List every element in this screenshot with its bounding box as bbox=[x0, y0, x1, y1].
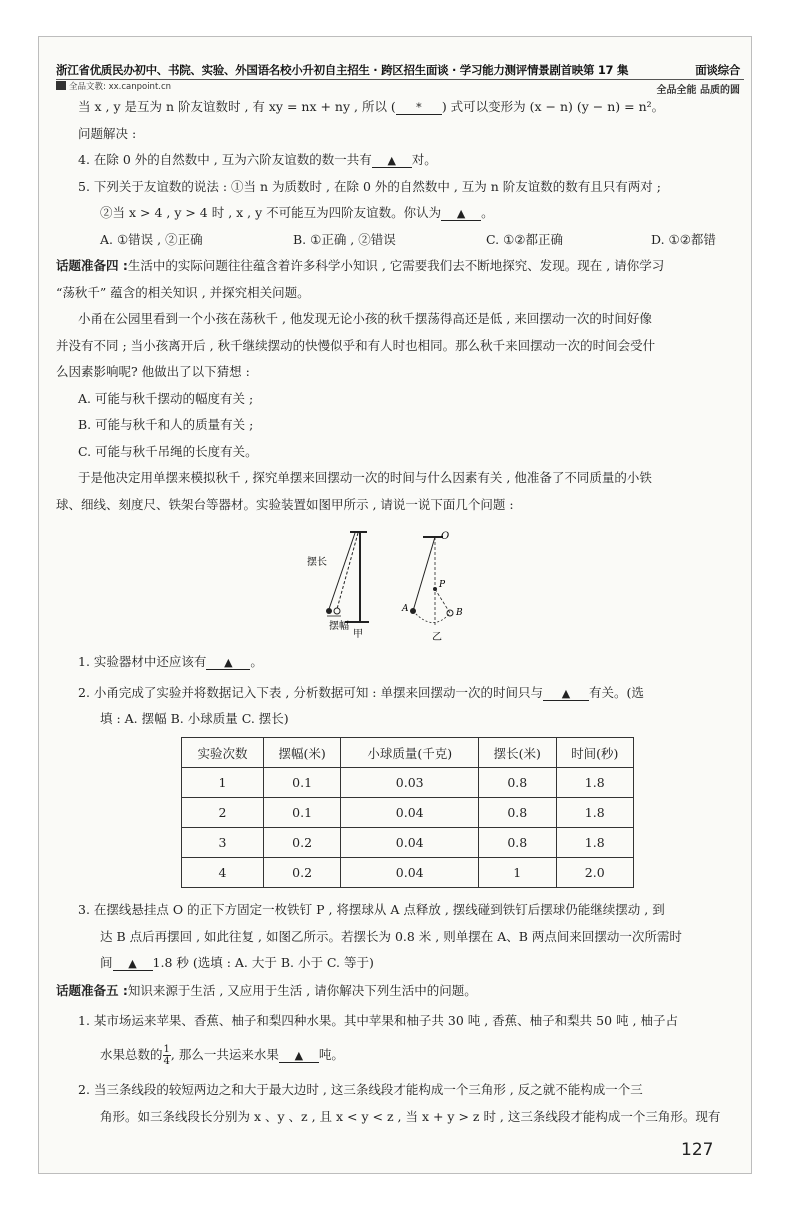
option-c: C. ①②都正确 bbox=[486, 232, 563, 247]
table-cell: 0.03 bbox=[341, 768, 479, 798]
answer-blank: * bbox=[396, 101, 442, 115]
label-yi: 乙 bbox=[432, 632, 442, 643]
table-cell: 4 bbox=[182, 858, 264, 888]
table-cell: 3 bbox=[182, 828, 264, 858]
experiment-q2: 2. 小甬完成了实验并将数据记入下表 , 分析数据可知 : 单摆来回摆动一次的时间只与 ▲ 有关。(选 bbox=[78, 685, 644, 700]
answer-blank: ▲ bbox=[279, 1049, 319, 1063]
paragraph-line: 小甬在公园里看到一个小孩在荡秋千 , 他发现无论小孩的秋千摆荡得高还是低 , 来回摆动一次的时间好像 bbox=[78, 311, 652, 326]
question-4: 4. 在除 0 外的自然数中 , 互为六阶友谊数的数一共有 ▲ 对。 bbox=[78, 152, 437, 167]
label-b: B bbox=[456, 608, 463, 618]
nail-p bbox=[433, 587, 437, 591]
experiment-q2-options: 填 : A. 摆幅 B. 小球质量 C. 摆长) bbox=[100, 711, 289, 726]
site-url: 全品文教: xx.canpoint.cn bbox=[69, 82, 172, 92]
text-line: 当 x , y 是互为 n 阶友谊数时 , 有 xy = nx + ny , 所以 ( * ) 式可以变形为 (x − n) (y − n) = n²。 bbox=[78, 99, 665, 114]
section-title: 面谈综合 bbox=[695, 63, 740, 77]
experiment-q3: 3. 在摆线悬挂点 O 的正下方固定一枚铁钉 P , 将摆球从 A 点释放 , 摆线碰到铁钉后摆球仍能继续摆动 , 到 bbox=[78, 902, 665, 917]
table-cell: 1 bbox=[479, 858, 556, 888]
table-header-row bbox=[182, 738, 634, 768]
table-row bbox=[182, 798, 634, 828]
life-q1: 1. 某市场运来苹果、香蕉、柚子和梨四种水果。其中苹果和柚子共 30 吨 , 香蕉、柚子和梨共 50 吨 , 柚子占 bbox=[78, 1013, 678, 1028]
option-d: D. ①②都错 bbox=[651, 232, 716, 247]
table-cell: 1.8 bbox=[556, 768, 634, 798]
ball-2 bbox=[334, 608, 340, 614]
table-cell: 1.8 bbox=[556, 798, 634, 828]
question-5: 5. 下列关于友谊数的说法 : ①当 n 为质数时 , 在除 0 外的自然数中 , 互为 n 阶友谊数的数有且只有两对 ; bbox=[78, 179, 661, 194]
guess-b: B. 可能与秋千和人的质量有关 ; bbox=[78, 417, 254, 432]
life-q2: 2. 当三条线段的较短两边之和大于最大边时 , 这三条线段才能构成一个三角形 , 反之就不能构成一个三 bbox=[78, 1082, 643, 1097]
pendulum-figure bbox=[305, 527, 480, 647]
experiment-q3-line2: 达 B 点后再摆回 , 如此往复 , 如图乙所示。若摆长为 0.8 米 , 则单摆在 A、B 两点间来回摆动一次所需时 bbox=[100, 929, 682, 944]
table-cell: 0.1 bbox=[263, 768, 340, 798]
text-line: “荡秋千” 蕴含的相关知识 , 并探究相关问题。 bbox=[56, 285, 310, 300]
question-5-part2: ②当 x > 4 , y > 4 时 , x , y 不可能互为四阶友谊数。你认为 ▲ 。 bbox=[100, 205, 494, 220]
guess-a: A. 可能与秋千摆动的幅度有关 ; bbox=[78, 391, 254, 406]
table-row bbox=[182, 768, 634, 798]
answer-blank: ▲ bbox=[441, 207, 481, 221]
answer-blank: ▲ bbox=[206, 656, 250, 670]
label-a: A bbox=[402, 604, 409, 614]
life-q1-line2: 水果总数的 $\frac{1}{4}$ , 那么一共运来水果 ▲ 吨。 bbox=[100, 1044, 344, 1067]
table-cell: 1 bbox=[182, 768, 264, 798]
data-table bbox=[181, 737, 634, 888]
answer-blank: ▲ bbox=[543, 687, 589, 701]
brand-mark: 全品全能 品质的圆 bbox=[656, 85, 740, 96]
table-header: 摆长(米) bbox=[479, 738, 556, 768]
sub-header bbox=[56, 79, 744, 94]
experiment-q1: 1. 实验器材中还应该有 ▲ 。 bbox=[78, 654, 263, 669]
table-header: 摆幅(米) bbox=[263, 738, 340, 768]
string-1 bbox=[329, 533, 355, 609]
table-cell: 0.04 bbox=[341, 858, 479, 888]
page-number: 127 bbox=[681, 1140, 714, 1160]
topic-label: 话题准备四 : bbox=[56, 258, 128, 273]
table-cell: 2 bbox=[182, 798, 264, 828]
topic-label: 话题准备五 : bbox=[56, 983, 128, 998]
table-header: 实验次数 bbox=[182, 738, 264, 768]
table-cell: 0.1 bbox=[263, 798, 340, 828]
label-o: O bbox=[441, 531, 450, 542]
table-cell: 0.8 bbox=[479, 768, 556, 798]
table-cell: 0.8 bbox=[479, 828, 556, 858]
table-row bbox=[182, 828, 634, 858]
life-q2-line2: 角形。如三条线段长分别为 x 、y 、z , 且 x < y < z , 当 x + y > z 时 , 这三条线段才能构成一个三角形。现有 bbox=[100, 1109, 721, 1124]
label-p: P bbox=[439, 580, 446, 590]
ball-a bbox=[410, 608, 416, 614]
running-header bbox=[56, 62, 744, 78]
series-title: 浙江省优质民办初中、书院、实验、外国语名校小升初自主招生 · 跨区招生面谈 · 学习能力测评情景剧首映第 17 集 bbox=[56, 63, 629, 77]
fraction: $\frac{1}{4}$ bbox=[163, 1044, 170, 1067]
table-header: 小球质量(千克) bbox=[341, 738, 479, 768]
text-line: 问题解决 : bbox=[78, 126, 137, 141]
string-2 bbox=[337, 533, 358, 609]
ball-1 bbox=[326, 608, 332, 614]
table-row bbox=[182, 858, 634, 888]
table-cell: 0.2 bbox=[263, 828, 340, 858]
label-length: 摆长 bbox=[307, 557, 327, 568]
label-jia: 甲 bbox=[353, 629, 363, 640]
table-cell: 0.8 bbox=[479, 798, 556, 828]
table-cell: 0.04 bbox=[341, 828, 479, 858]
topic-5: 话题准备五 :知识来源于生活 , 又应用于生活 , 请你解决下列生活中的问题。 bbox=[56, 983, 477, 998]
table-header: 时间(秒) bbox=[556, 738, 634, 768]
paragraph-line: 并没有不同 ; 当小孩离开后 , 秋千继续摆动的快慢似乎和有人时也相同。那么秋千来回摆动一次的时间会受什 bbox=[56, 338, 656, 353]
paragraph-line: 么因素影响呢? 他做出了以下猜想 : bbox=[56, 364, 250, 379]
option-a: A. ①错误 , ②正确 bbox=[100, 232, 203, 247]
publisher-logo-icon bbox=[56, 81, 66, 90]
guess-c: C. 可能与秋千吊绳的长度有关。 bbox=[78, 444, 258, 459]
experiment-q3-line3: 间 ▲ 1.8 秒 (选填 : A. 大于 B. 小于 C. 等于) bbox=[100, 955, 374, 970]
table-cell: 0.2 bbox=[263, 858, 340, 888]
topic-4: 话题准备四 :生活中的实际问题往往蕴含着许多科学小知识 , 它需要我们去不断地探究、发现。现在 , 请你学习 bbox=[56, 258, 665, 273]
label-amplitude: 摆幅 bbox=[329, 621, 349, 632]
paragraph-line: 于是他决定用单摆来模拟秋千 , 探究单摆来回摆动一次的时间与什么因素有关 , 他准备了不同质量的小铁 bbox=[78, 470, 652, 485]
swing-arc bbox=[413, 611, 450, 623]
pendulum-string-a bbox=[413, 537, 435, 611]
answer-blank: ▲ bbox=[113, 957, 153, 971]
table-cell: 2.0 bbox=[556, 858, 634, 888]
option-b: B. ①正确 , ②错误 bbox=[293, 232, 396, 247]
table-cell: 0.04 bbox=[341, 798, 479, 828]
paragraph-line: 球、细线、刻度尺、铁架台等器材。实验装置如图甲所示 , 请说一说下面几个问题 : bbox=[56, 497, 514, 512]
table-cell: 1.8 bbox=[556, 828, 634, 858]
answer-blank: ▲ bbox=[372, 154, 412, 168]
pendulum-string-b bbox=[435, 589, 450, 613]
